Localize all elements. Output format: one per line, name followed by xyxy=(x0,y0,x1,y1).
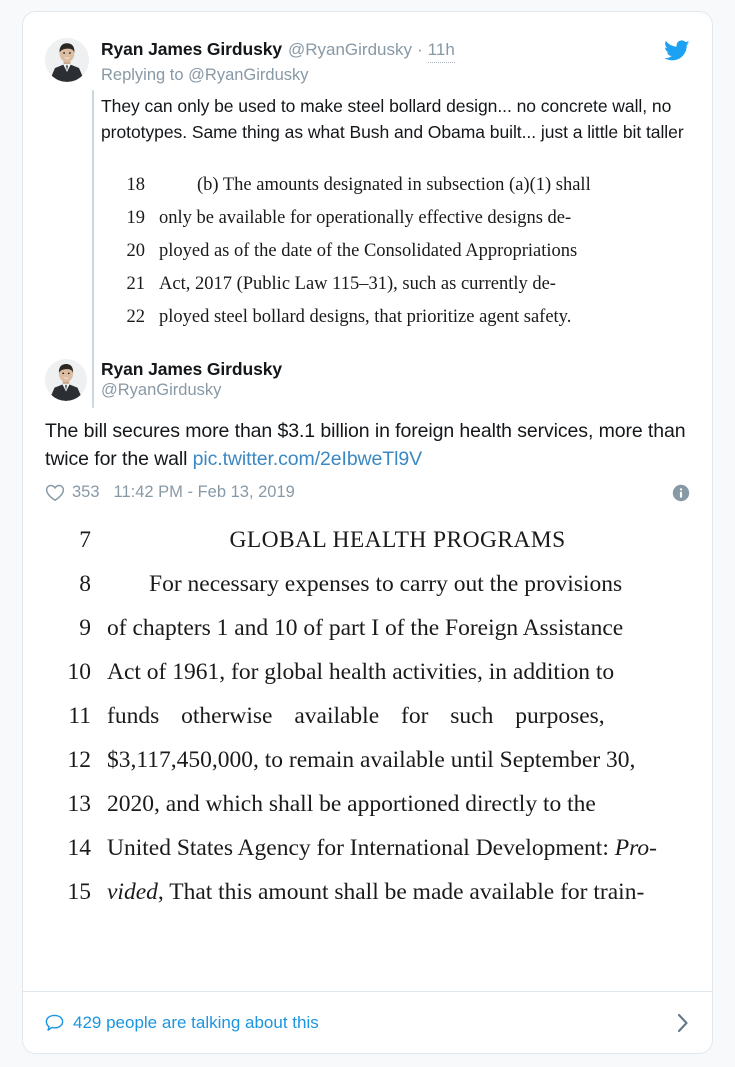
card-footer xyxy=(23,991,712,1053)
bill-line xyxy=(57,694,688,738)
bill-line-text-italic: Pro- xyxy=(614,835,657,861)
tweet-main-header xyxy=(45,352,690,401)
bill-line-text: $3,117,450,000, to remain available until September 30, xyxy=(107,747,636,773)
replying-to-row xyxy=(101,64,654,87)
bill-line-text: ployed steel bollard designs, that prioritize agent safety. xyxy=(159,307,572,327)
tweet-reply-text: They can only be used to make steel bollard design... no concrete wall, no prototypes. Same thing as what Bush and Obama built... just a little bit taller xyxy=(101,96,684,142)
bill-heading-text xyxy=(107,518,688,562)
bill-line-number: 19 xyxy=(126,208,145,228)
tweet-main-author-info xyxy=(101,358,282,401)
author-display-name[interactable]: Ryan James Girdusky xyxy=(101,359,282,379)
bill-line xyxy=(119,235,690,268)
bill-line-text: Act, 2017 (Public Law 115–31), such as currently de- xyxy=(159,274,556,294)
bill-line-text: For necessary expenses to carry out the provisions xyxy=(149,571,623,597)
like-count: 353 xyxy=(72,483,100,501)
bill-heading-line xyxy=(57,518,688,562)
tweet-reply-author-info xyxy=(101,38,654,87)
tweet-main-text xyxy=(45,417,690,473)
bill-line xyxy=(57,606,688,650)
author-display-name[interactable]: Ryan James Girdusky xyxy=(101,39,282,59)
bill-line-number: 7 xyxy=(79,527,91,553)
replying-to-label: Replying to xyxy=(101,66,184,84)
bill-line-text: funds otherwise available for such purposes, xyxy=(107,703,605,729)
tweet-reply xyxy=(23,12,712,145)
avatar[interactable] xyxy=(45,38,89,82)
separator-dot: · xyxy=(417,40,423,59)
bill-line xyxy=(57,870,688,914)
twitter-bird-icon[interactable] xyxy=(654,38,690,62)
avatar[interactable] xyxy=(45,359,87,401)
bill-line-text: of chapters 1 and 10 of part I of the Foreign Assistance xyxy=(107,615,624,641)
bill-line-number: 14 xyxy=(67,835,91,861)
tweet-reply-header xyxy=(45,12,690,87)
bill-line-number: 13 xyxy=(67,791,91,817)
bill-line xyxy=(57,738,688,782)
bill-line-text: only be available for operationally effective designs de- xyxy=(159,208,572,228)
bill-excerpt-image-2[interactable] xyxy=(57,518,688,914)
bill-line-number: 12 xyxy=(67,747,91,773)
bill-line-text: Act of 1961, for global health activities, in addition to xyxy=(107,659,615,685)
people-talking-label: 429 people are talking about this xyxy=(73,1012,319,1032)
bill-line xyxy=(119,301,690,334)
bill-line-number: 18 xyxy=(126,175,145,195)
bill-line xyxy=(119,202,690,235)
bill-line-text-tail: , That this amount shall be made available for train- xyxy=(157,879,645,905)
bill-line-text: ployed as of the date of the Consolidated Appropriations xyxy=(159,241,578,261)
info-icon[interactable] xyxy=(672,484,690,502)
bill-line-number: 9 xyxy=(79,615,91,641)
tweet-main-text-body: The bill secures more than $3.1 billion in foreign health services, more than twice for the wall xyxy=(45,420,686,470)
bill-line-text-italic: vided xyxy=(107,879,158,905)
tweet-date[interactable]: 11:42 PM - Feb 13, 2019 xyxy=(113,483,295,501)
tweet-main xyxy=(23,352,712,502)
bill-excerpt-image-1[interactable] xyxy=(119,169,690,334)
bill-line-text xyxy=(107,870,688,914)
bill-line-text xyxy=(107,826,688,870)
bill-line-number: 15 xyxy=(67,879,91,905)
bill-line-number: 22 xyxy=(126,307,145,327)
bill-line-number: 11 xyxy=(68,703,91,729)
bill-line-number: 21 xyxy=(126,274,145,294)
bill-line-text: 2020, and which shall be apportioned directly to the xyxy=(107,791,596,817)
tweet-engagement-row xyxy=(45,483,690,502)
bill-line xyxy=(57,650,688,694)
chevron-right-icon[interactable] xyxy=(676,1012,690,1034)
author-name-row xyxy=(101,38,654,63)
bill-heading-label: GLOBAL HEALTH PROGRAMS xyxy=(229,527,566,553)
author-handle[interactable]: @RyanGirdusky xyxy=(287,40,412,59)
bill-line-text: (b) The amounts designated in subsection (a)(1) shall xyxy=(197,175,591,195)
people-talking-link[interactable] xyxy=(45,1013,319,1033)
bill-line xyxy=(57,562,688,606)
tweet-timestamp[interactable]: 11h xyxy=(428,39,455,63)
twitter-embed-card xyxy=(22,11,713,1054)
replying-to-handle[interactable]: @RyanGirdusky xyxy=(188,66,309,84)
bill-line xyxy=(57,826,688,870)
bill-line xyxy=(57,782,688,826)
author-handle[interactable]: @RyanGirdusky xyxy=(101,381,222,399)
bill-line-text-head: United States Agency for International Development: xyxy=(107,835,615,861)
bill-line xyxy=(119,169,690,202)
bill-line xyxy=(119,268,690,301)
bill-line-number: 10 xyxy=(67,659,91,685)
heart-icon[interactable] xyxy=(45,484,65,502)
bill-line-number: 8 xyxy=(79,571,91,597)
pic-twitter-link[interactable]: pic.twitter.com/2eIbweTl9V xyxy=(192,448,422,470)
speech-bubble-icon xyxy=(45,1014,64,1032)
bill-line-number: 20 xyxy=(126,241,145,261)
